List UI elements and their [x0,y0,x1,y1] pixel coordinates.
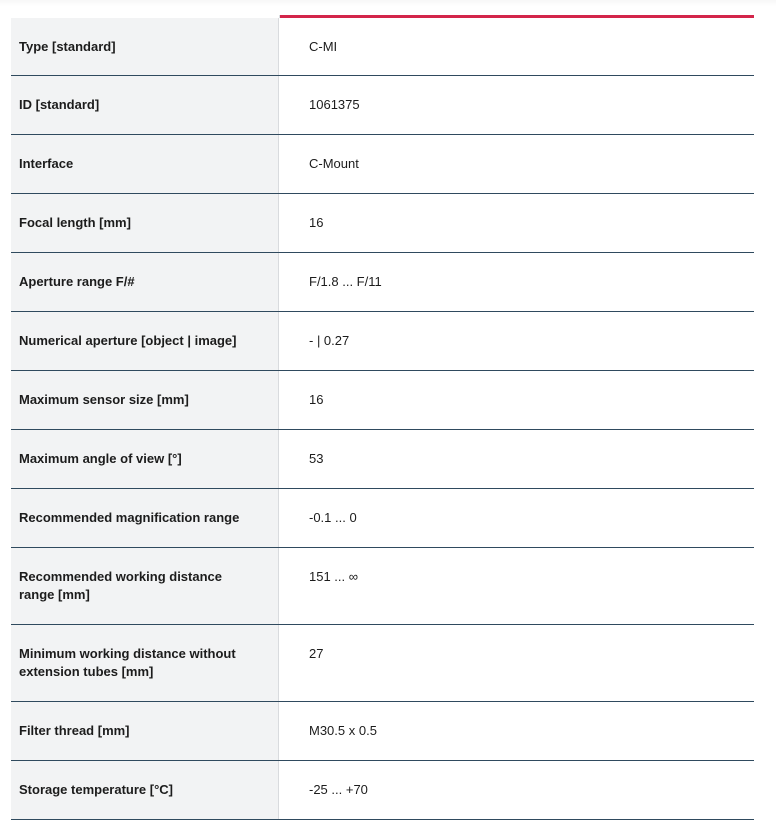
spec-label: Recommended working distance range [mm] [11,548,279,624]
table-row [11,371,754,430]
spec-value: -25 ... +70 [278,761,754,819]
table-row [11,702,754,761]
spec-label: Aperture range F/# [11,253,279,311]
spec-label: Interface [11,135,279,193]
table-row [11,625,754,702]
table-row [11,430,754,489]
table-row [11,761,754,820]
spec-label: Filter thread [mm] [11,702,279,760]
spec-label: ID [standard] [11,76,279,134]
spec-value: C-Mount [278,135,754,193]
table-row [11,253,754,312]
spec-label: Numerical aperture [object | image] [11,312,279,370]
spec-label: Focal length [mm] [11,194,279,252]
spec-label: Recommended magnification range [11,489,279,547]
spec-value: 16 [278,371,754,429]
spec-value: C-MI [278,18,754,75]
spec-label: Type [standard] [11,18,279,75]
spec-label: Maximum angle of view [°] [11,430,279,488]
spec-value: 151 ... ∞ [278,548,754,624]
spec-value: 27 [278,625,754,701]
spec-label: Maximum sensor size [mm] [11,371,279,429]
spec-label: Storage temperature [°C] [11,761,279,819]
table-row [11,489,754,548]
table-row [11,194,754,253]
table-row [11,76,754,135]
spec-value: -0.1 ... 0 [278,489,754,547]
spec-table [11,15,754,820]
spec-value: - | 0.27 [278,312,754,370]
table-row [11,312,754,371]
spec-value: 16 [278,194,754,252]
table-row [11,18,754,76]
spec-value: M30.5 x 0.5 [278,702,754,760]
spec-label: Minimum working distance without extension tubes [mm] [11,625,279,701]
top-strip [0,0,776,6]
table-row [11,548,754,625]
spec-value: 1061375 [278,76,754,134]
spec-value: 53 [278,430,754,488]
spec-value: F/1.8 ... F/11 [278,253,754,311]
table-row [11,135,754,194]
